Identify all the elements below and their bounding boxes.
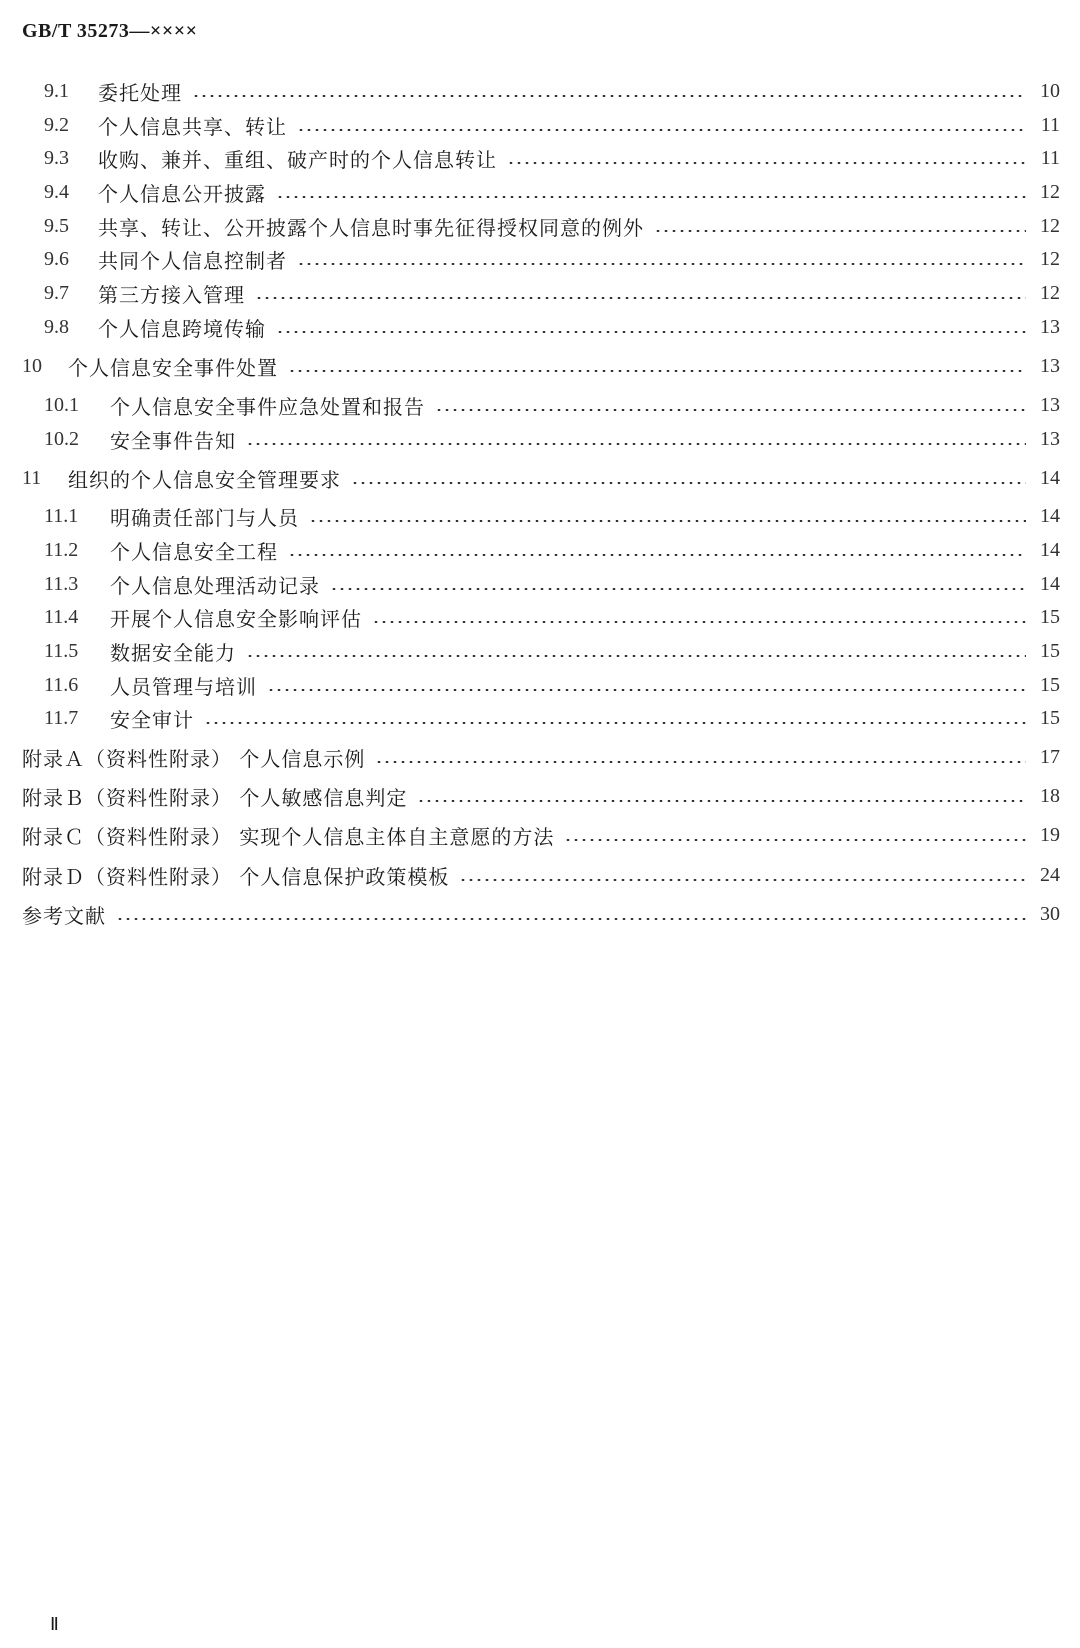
toc-entry-title: 附录Ｂ（资料性附录） 个人敏感信息判定 xyxy=(22,785,408,810)
toc-entry-page: 15 xyxy=(1040,605,1060,628)
toc-entry[interactable] xyxy=(44,569,1060,599)
toc-entry-title: 个人信息安全工程 xyxy=(110,539,278,564)
toc-entry-title: 安全事件告知 xyxy=(110,428,236,453)
toc-entry-title: 个人信息共享、转让 xyxy=(98,114,287,139)
toc-entry-page: 12 xyxy=(1040,214,1060,237)
dot-leader xyxy=(297,129,1026,131)
toc-entry-title: 第三方接入管理 xyxy=(98,282,245,307)
toc-entry-number: 10.2 xyxy=(44,427,79,450)
toc-entry[interactable] xyxy=(44,76,1060,106)
toc-entry[interactable] xyxy=(44,535,1060,565)
toc-entry-title: 数据安全能力 xyxy=(110,640,236,665)
toc-entry-title: 开展个人信息安全影响评估 xyxy=(110,606,362,631)
toc-entry-number: 9.5 xyxy=(44,214,69,237)
dot-leader xyxy=(297,263,1026,265)
dot-leader xyxy=(267,689,1026,691)
dot-leader xyxy=(288,370,1026,372)
toc-entry-page: 19 xyxy=(1040,823,1060,846)
dot-leader xyxy=(351,482,1026,484)
dot-leader xyxy=(435,409,1026,411)
toc-entry[interactable] xyxy=(44,424,1060,454)
toc-entry[interactable] xyxy=(44,278,1060,308)
toc-entry-title: 共享、转让、公开披露个人信息时事先征得授权同意的例外 xyxy=(98,215,644,240)
toc-entry-title: 个人信息跨境传输 xyxy=(98,316,266,341)
page-number-footer: Ⅱ xyxy=(50,1614,59,1634)
dot-leader xyxy=(276,331,1026,333)
toc-entry-title: 共同个人信息控制者 xyxy=(98,248,287,273)
toc-entry-page: 14 xyxy=(1040,466,1060,489)
toc-entry[interactable] xyxy=(22,742,1060,772)
toc-entry[interactable] xyxy=(44,390,1060,420)
toc-entry-number: 11.2 xyxy=(44,538,79,561)
toc-entry-page: 12 xyxy=(1040,180,1060,203)
toc-entry-page: 12 xyxy=(1040,247,1060,270)
dot-leader xyxy=(246,443,1026,445)
toc-entry-title: 人员管理与培训 xyxy=(110,674,257,699)
toc-entry[interactable] xyxy=(22,781,1060,811)
toc-entry-number: 9.6 xyxy=(44,247,69,270)
toc-entry[interactable] xyxy=(44,110,1060,140)
toc-entry-number: 11 xyxy=(22,466,42,489)
toc-entry-title: 附录Ａ（资料性附录） 个人信息示例 xyxy=(22,746,366,771)
toc-entry-page: 11 xyxy=(1040,146,1060,169)
dot-leader xyxy=(276,196,1026,198)
toc-entry-page: 17 xyxy=(1040,745,1060,768)
toc-entry[interactable] xyxy=(44,602,1060,632)
dot-leader xyxy=(192,95,1026,97)
toc-entry-title: 附录Ｃ（资料性附录） 实现个人信息主体自主意愿的方法 xyxy=(22,824,555,849)
toc-entry[interactable] xyxy=(44,211,1060,241)
toc-entry[interactable] xyxy=(22,351,1060,381)
toc-entry-title: 组织的个人信息安全管理要求 xyxy=(68,467,341,492)
toc-entry[interactable] xyxy=(44,703,1060,733)
dot-leader xyxy=(288,554,1026,556)
toc-entry-page: 13 xyxy=(1040,315,1060,338)
dot-leader xyxy=(654,230,1026,232)
toc-entry-title: 个人信息安全事件处置 xyxy=(68,355,278,380)
toc-entry-page: 15 xyxy=(1040,706,1060,729)
dot-leader xyxy=(417,800,1026,802)
dot-leader xyxy=(375,761,1026,763)
dot-leader xyxy=(507,162,1026,164)
toc-entry[interactable] xyxy=(22,899,1060,929)
toc-entry-number: 9.4 xyxy=(44,180,69,203)
dot-leader xyxy=(116,918,1026,920)
toc-entry-number: 10.1 xyxy=(44,393,79,416)
toc-entry-page: 11 xyxy=(1040,113,1060,136)
toc-entry-page: 15 xyxy=(1040,673,1060,696)
toc-entry[interactable] xyxy=(44,312,1060,342)
toc-entry[interactable] xyxy=(44,143,1060,173)
toc-entry[interactable] xyxy=(22,860,1060,890)
toc-entry-page: 13 xyxy=(1040,354,1060,377)
toc-entry[interactable] xyxy=(44,177,1060,207)
toc-entry-page: 18 xyxy=(1040,784,1060,807)
dot-leader xyxy=(372,621,1026,623)
toc-entry-number: 9.1 xyxy=(44,79,69,102)
toc-entry-title: 明确责任部门与人员 xyxy=(110,505,299,530)
toc-entry-page: 14 xyxy=(1040,504,1060,527)
toc-entry-title: 个人信息安全事件应急处置和报告 xyxy=(110,394,425,419)
toc-entry[interactable] xyxy=(44,636,1060,666)
toc-entry-title: 收购、兼并、重组、破产时的个人信息转让 xyxy=(98,147,497,172)
toc-entry-number: 11.6 xyxy=(44,673,79,696)
toc-entry-title: 安全审计 xyxy=(110,707,194,732)
toc-entry-number: 11.4 xyxy=(44,605,79,628)
dot-leader xyxy=(246,655,1026,657)
toc-entry-page: 13 xyxy=(1040,427,1060,450)
toc-entry[interactable] xyxy=(44,501,1060,531)
toc-entry[interactable] xyxy=(44,244,1060,274)
toc-entry-number: 9.7 xyxy=(44,281,69,304)
toc-entry-page: 24 xyxy=(1040,863,1060,886)
toc-entry-number: 9.8 xyxy=(44,315,69,338)
toc-entry-page: 10 xyxy=(1040,79,1060,102)
toc-entry-page: 12 xyxy=(1040,281,1060,304)
toc-entry-page: 30 xyxy=(1040,902,1060,925)
dot-leader xyxy=(459,879,1026,881)
dot-leader xyxy=(204,722,1026,724)
toc-entry-page: 14 xyxy=(1040,538,1060,561)
toc-entry[interactable] xyxy=(22,463,1060,493)
toc-entry-number: 10 xyxy=(22,354,42,377)
toc-entry[interactable] xyxy=(44,670,1060,700)
dot-leader xyxy=(255,297,1026,299)
dot-leader xyxy=(330,588,1026,590)
dot-leader xyxy=(309,520,1026,522)
dot-leader xyxy=(564,839,1026,841)
toc-entry-title: 个人信息公开披露 xyxy=(98,181,266,206)
toc-entry-page: 15 xyxy=(1040,639,1060,662)
toc-entry-number: 11.5 xyxy=(44,639,79,662)
toc-entry-number: 9.3 xyxy=(44,146,69,169)
document-header: GB/T 35273—×××× xyxy=(22,20,198,42)
toc-entry-title: 附录Ｄ（资料性附录） 个人信息保护政策模板 xyxy=(22,864,450,889)
toc-entry-title: 个人信息处理活动记录 xyxy=(110,573,320,598)
toc-entry-title: 委托处理 xyxy=(98,80,182,105)
toc-entry-page: 14 xyxy=(1040,572,1060,595)
toc-entry-page: 13 xyxy=(1040,393,1060,416)
toc-entry-number: 11.1 xyxy=(44,504,79,527)
toc-entry-number: 11.3 xyxy=(44,572,79,595)
toc-entry-number: 11.7 xyxy=(44,706,79,729)
toc-entry-title: 参考文献 xyxy=(22,903,106,928)
toc-entry[interactable] xyxy=(22,820,1060,850)
toc-entry-number: 9.2 xyxy=(44,113,69,136)
